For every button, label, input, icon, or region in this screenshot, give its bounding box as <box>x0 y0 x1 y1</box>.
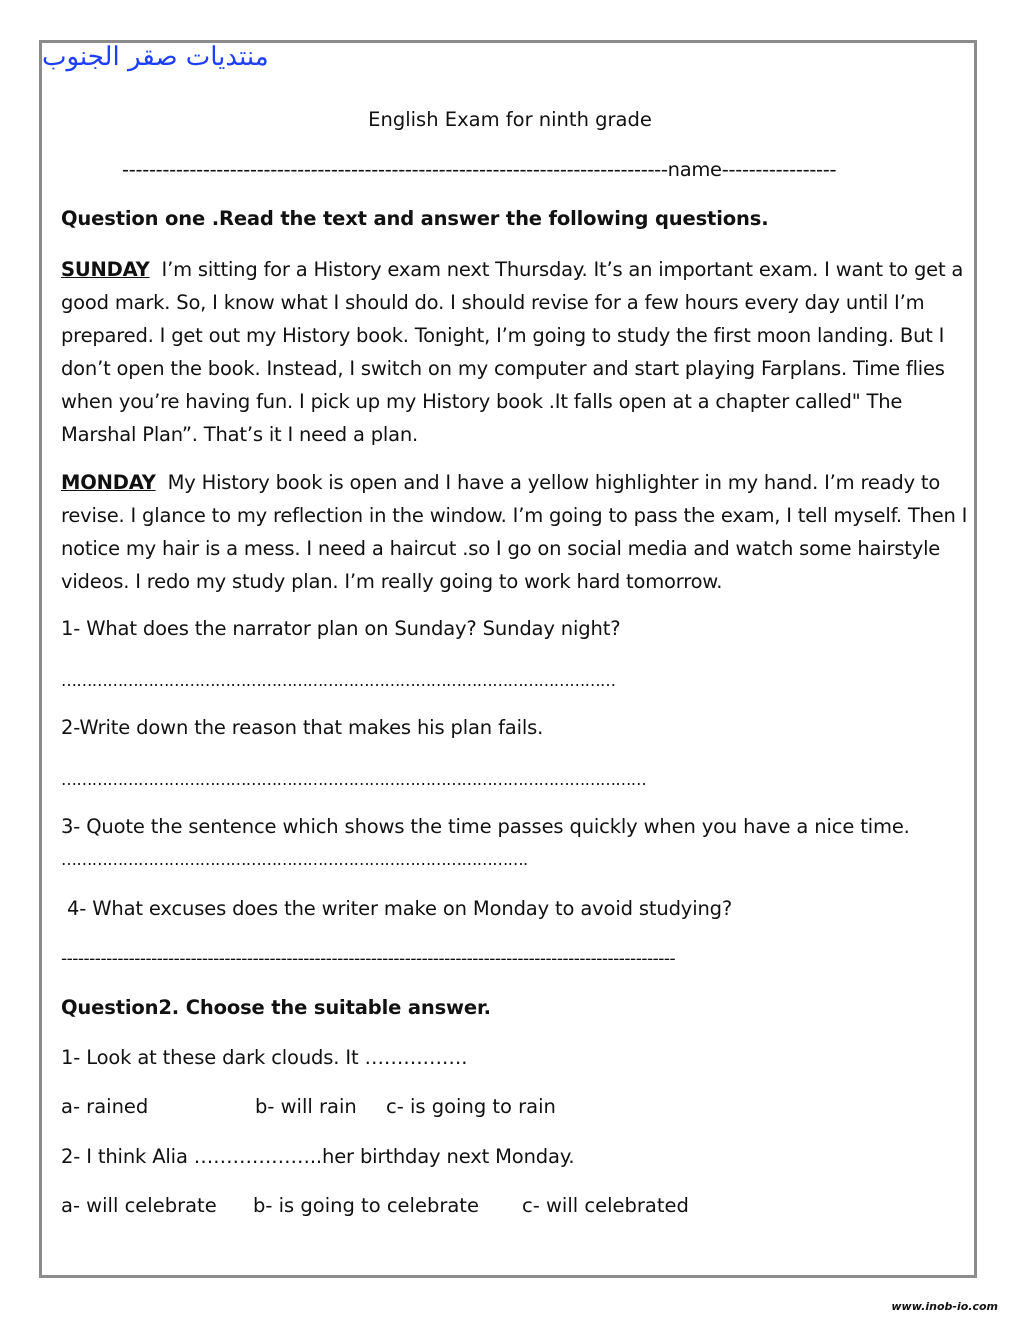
monday-line: revise. I glance to my reflection in the window. I’m going to pass the exam, I tell myself. Then I <box>61 504 968 527</box>
monday-label: MONDAY <box>61 471 156 494</box>
mcq-1-option-b[interactable]: b- will rain <box>255 1095 357 1118</box>
question-4: 4- What excuses does the writer make on Monday to avoid studying? <box>61 897 733 920</box>
sunday-line: Marshal Plan”. That’s it I need a plan. <box>61 423 419 446</box>
monday-line: notice my hair is a mess. I need a haircut .so I go on social media and watch some hairstyle <box>61 537 941 560</box>
question-2: 2-Write down the reason that makes his plan fails. <box>61 716 544 739</box>
answer-line-4[interactable]: ------------------------------------------------------------------------------------------------------------- <box>61 949 676 969</box>
monday-paragraph <box>61 466 968 598</box>
sunday-line: when you’re having fun. I pick up my History book .It falls open at a chapter called" The <box>61 390 903 413</box>
answer-line-2[interactable]: …………………………………………………………………………………………………… <box>61 770 647 789</box>
sunday-paragraph <box>61 253 964 451</box>
monday-line: videos. I redo my study plan. I’m really going to work hard tomorrow. <box>61 570 723 593</box>
mcq-2-option-c[interactable]: c- will celebrated <box>522 1194 689 1217</box>
sunday-line: don’t open the book. Instead, I switch on my computer and start playing Farplans. Time flies <box>61 357 945 380</box>
site-watermark: www.inob-io.com <box>891 1300 998 1313</box>
mcq-1-option-c[interactable]: c- is going to rain <box>386 1095 556 1118</box>
exam-title: English Exam for ninth grade <box>368 108 652 131</box>
mcq-2-option-b[interactable]: b- is going to celebrate <box>253 1194 479 1217</box>
sunday-line: I’m sitting for a History exam next Thursday. It’s an important exam. I want to get a <box>149 258 964 281</box>
mcq-1-option-a[interactable]: a- rained <box>61 1095 149 1118</box>
question-3: 3- Quote the sentence which shows the time passes quickly when you have a nice time. <box>61 815 910 838</box>
mcq-1-prompt: 1- Look at these dark clouds. It ……………. <box>61 1046 468 1069</box>
mcq-2-prompt: 2- I think Alia ………………..her birthday next Monday. <box>61 1145 575 1168</box>
sunday-label: SUNDAY <box>61 258 150 281</box>
sunday-line: prepared. I get out my History book. Tonight, I’m going to study the first moon landing. But I <box>61 324 945 347</box>
answer-line-1[interactable]: ……………………………………………………………………………………………… <box>61 671 616 690</box>
name-field-line: ---------------------------------------------------------------------------------name----------------- <box>122 158 837 181</box>
forum-title: منتديات صقر الجنوب <box>42 42 269 72</box>
question-1: 1- What does the narrator plan on Sunday? Sunday night? <box>61 617 621 640</box>
mcq-2-option-a[interactable]: a- will celebrate <box>61 1194 217 1217</box>
question-two-heading: Question2. Choose the suitable answer. <box>61 996 491 1019</box>
monday-line: My History book is open and I have a yellow highlighter in my hand. I’m ready to <box>155 471 941 494</box>
answer-line-3[interactable]: ………………………………………………………………………………. <box>61 850 528 869</box>
question-one-heading: Question one .Read the text and answer the following questions. <box>61 207 769 230</box>
sunday-line: good mark. So, I know what I should do. I should revise for a few hours every day until I’m <box>61 291 925 314</box>
